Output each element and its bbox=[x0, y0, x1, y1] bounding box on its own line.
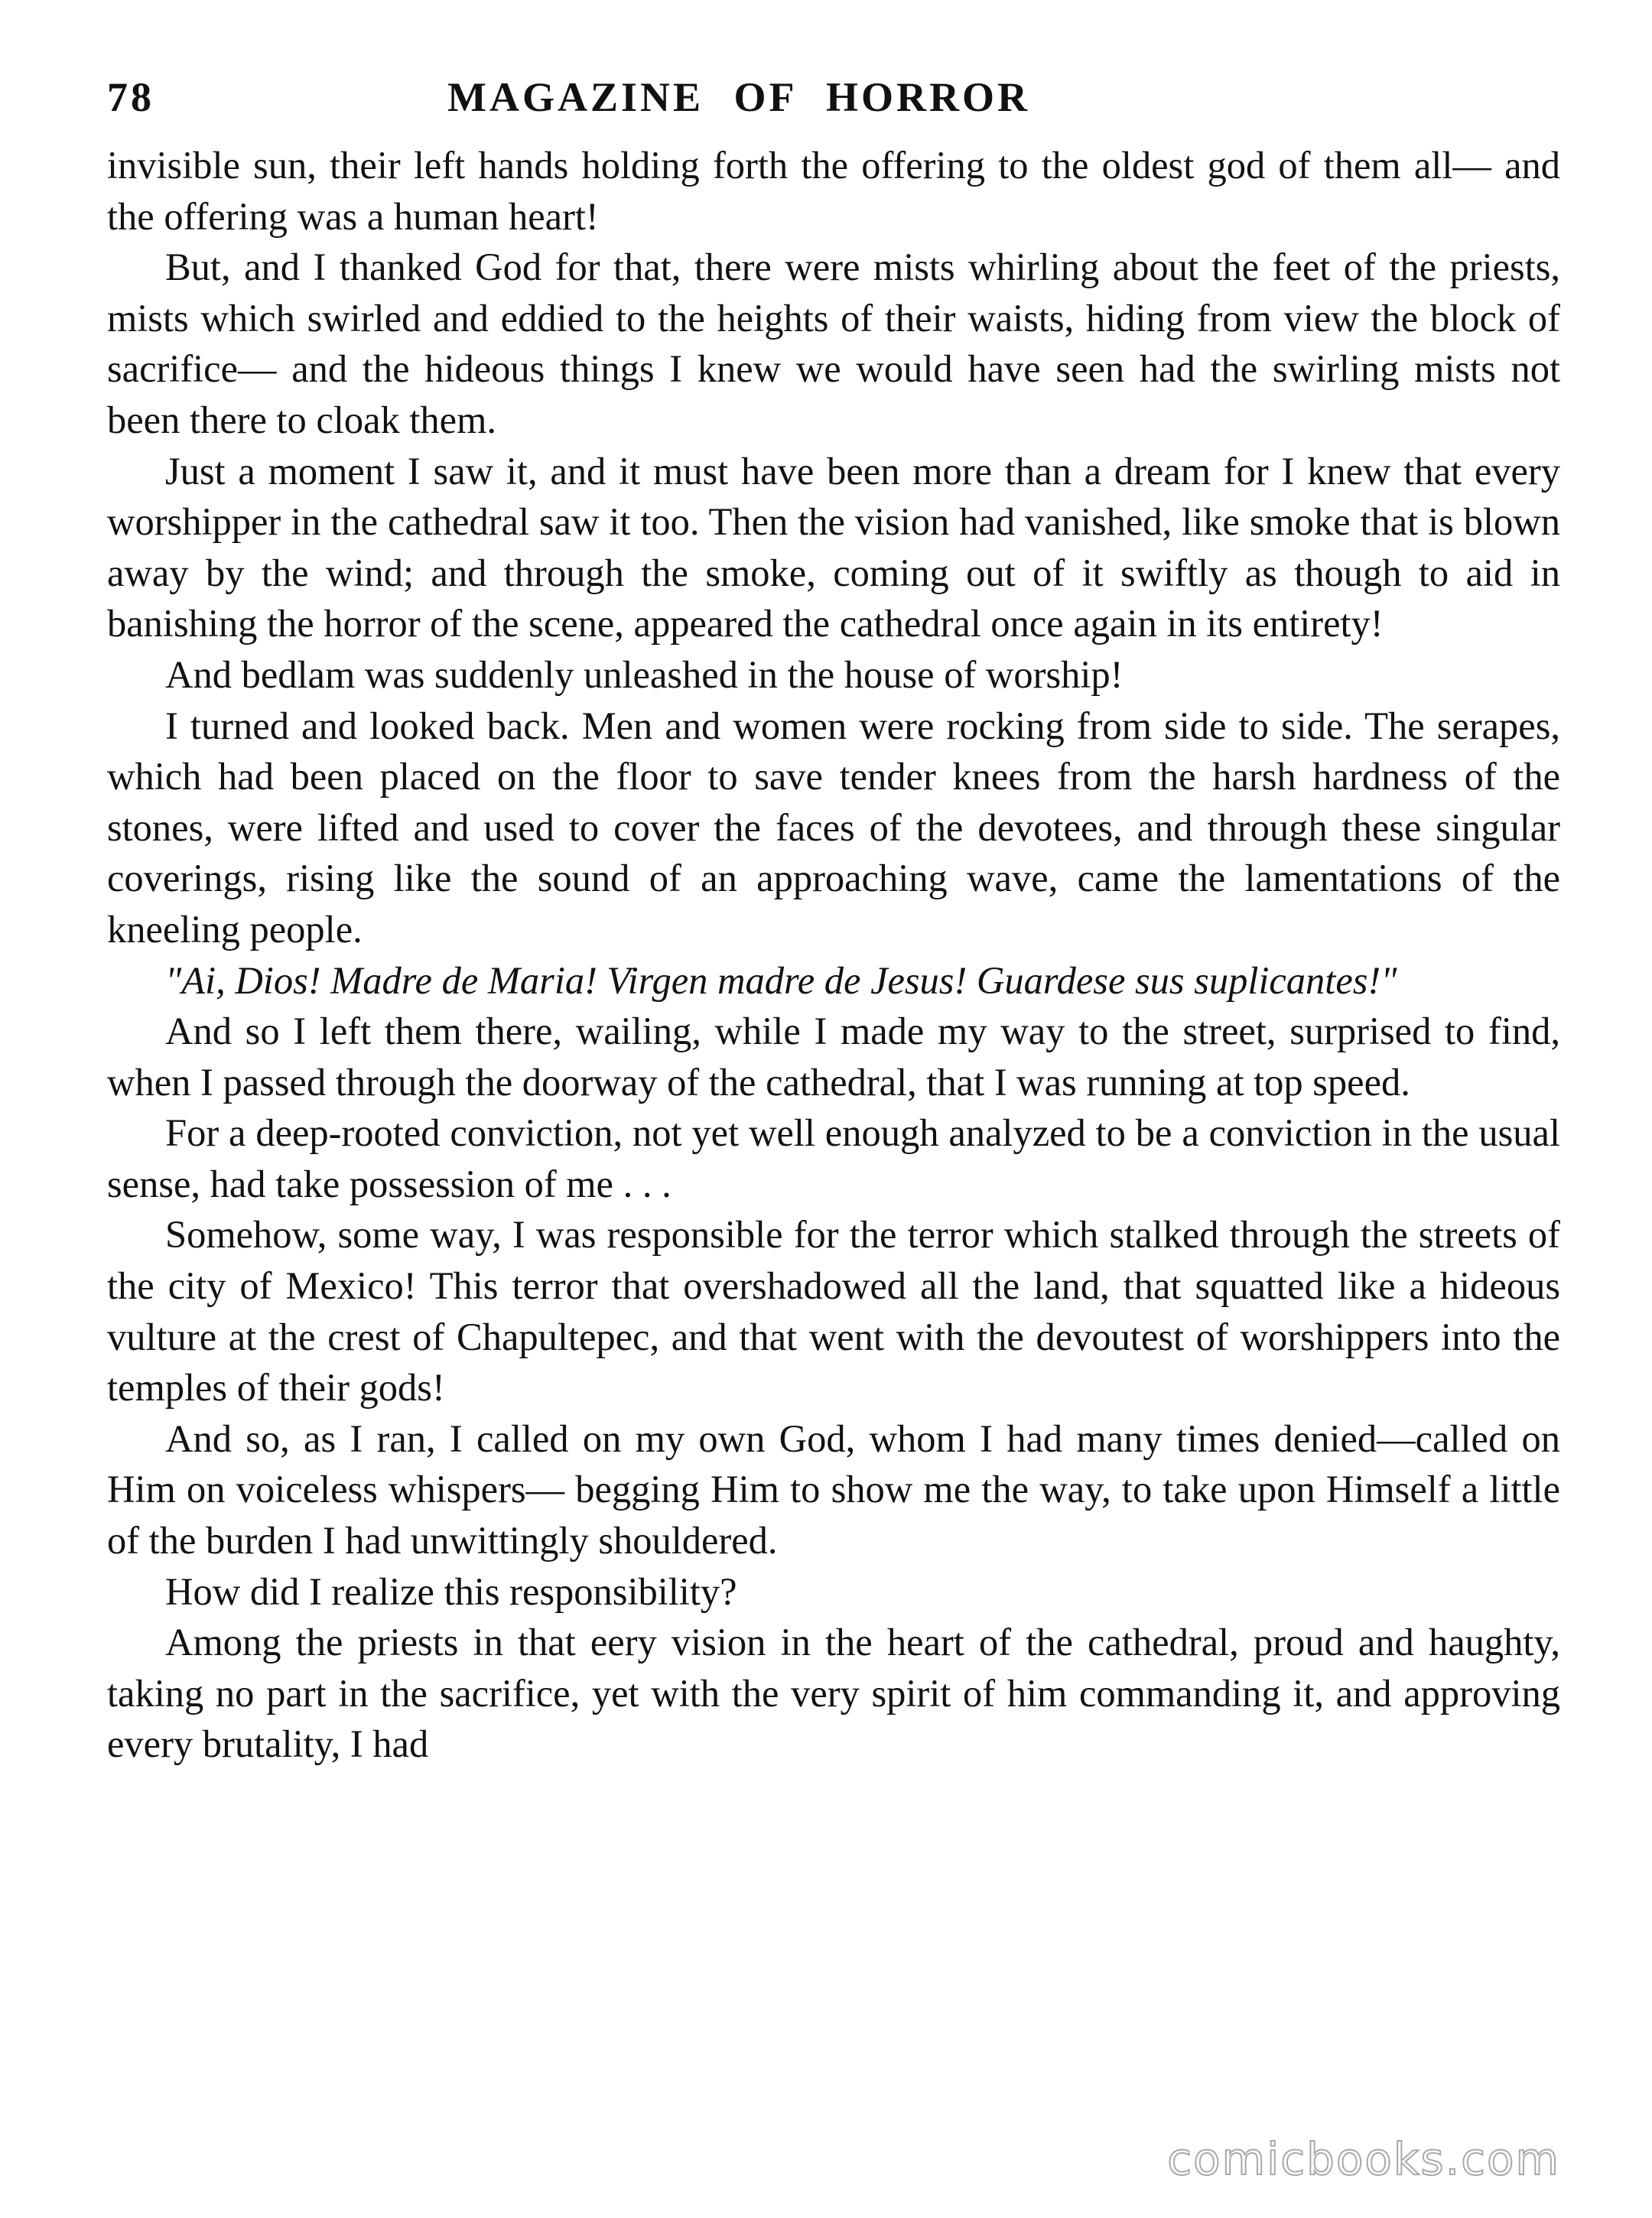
paragraph: Among the priests in that eery vision in the heart of the cathedral, proud and haughty, taking no part in the sacrifice, yet with the very spirit of him commanding it, and approving every brutality, I had bbox=[107, 1621, 1560, 1766]
article-body bbox=[107, 140, 1560, 1770]
site-watermark: comicbooks.com bbox=[1167, 2133, 1560, 2185]
running-head-title: MAGAZINE OF HORROR bbox=[447, 74, 1030, 120]
paragraph: And so I left them there, wailing, while I made my way to the street, surprised to find, when I passed through the doorway of the cathedral, that I was running at top speed. bbox=[107, 1010, 1560, 1104]
paragraph: And bedlam was suddenly unleashed in the house of worship! bbox=[165, 652, 1124, 696]
page-number: 78 bbox=[107, 74, 154, 120]
spanish-quote-paragraph: "Ai, Dios! Madre de Maria! Virgen madre de Jesus! Guardese sus suplicantes!" bbox=[165, 958, 1397, 1002]
paragraph: Just a moment I saw it, and it must have been more than a dream for I knew that every worshipper in the cathedral saw it too. Then the vision had vanished, like smoke that is blown away by the wind; and through the smoke, coming out of it swiftly as though to aid in banishing the horror of the scene, appeared the cathedral once again in its entirety! bbox=[107, 449, 1560, 646]
paragraph: How did I realize this responsibility? bbox=[165, 1569, 737, 1613]
paragraph: I turned and looked back. Men and women were rocking from side to side. The serapes, which had been placed on the floor to save tender knees from the harsh hardness of the stones, were lifted and used to cover the faces of the devotees, and through these singular coverings, rising like the sound of an approaching wave, came the lamentations of the kneeling people. bbox=[107, 704, 1560, 951]
paragraph: But, and I thanked God for that, there were mists whirling about the feet of the priests, mists which swirled and eddied to the heights of their waists, hiding from view the block of sacrifice— and the hideous things I knew we would have seen had the swirling mists not been there to cloak them. bbox=[107, 246, 1560, 441]
paragraph: Somehow, some way, I was responsible for the terror which stalked through the streets of the city of Mexico! This terror that overshadowed all the land, that squatted like a hideous vulture at the crest of Chapultepec, and that went with the devoutest of worshippers into the temples of their gods! bbox=[107, 1213, 1560, 1410]
paragraph: And so, as I ran, I called on my own God, whom I had many times denied—called on Him on voiceless whispers— begging Him to show me the way, to take upon Himself a little of the burden I had unwittingly shouldered. bbox=[107, 1416, 1560, 1563]
paragraph: invisible sun, their left hands holding forth the offering to the oldest god of them all— and the offering was a human heart! bbox=[107, 144, 1560, 238]
paragraph: For a deep-rooted conviction, not yet well enough analyzed to be a conviction in the usual sense, had take possession of me . . . bbox=[107, 1111, 1560, 1205]
page-header bbox=[107, 70, 1560, 124]
